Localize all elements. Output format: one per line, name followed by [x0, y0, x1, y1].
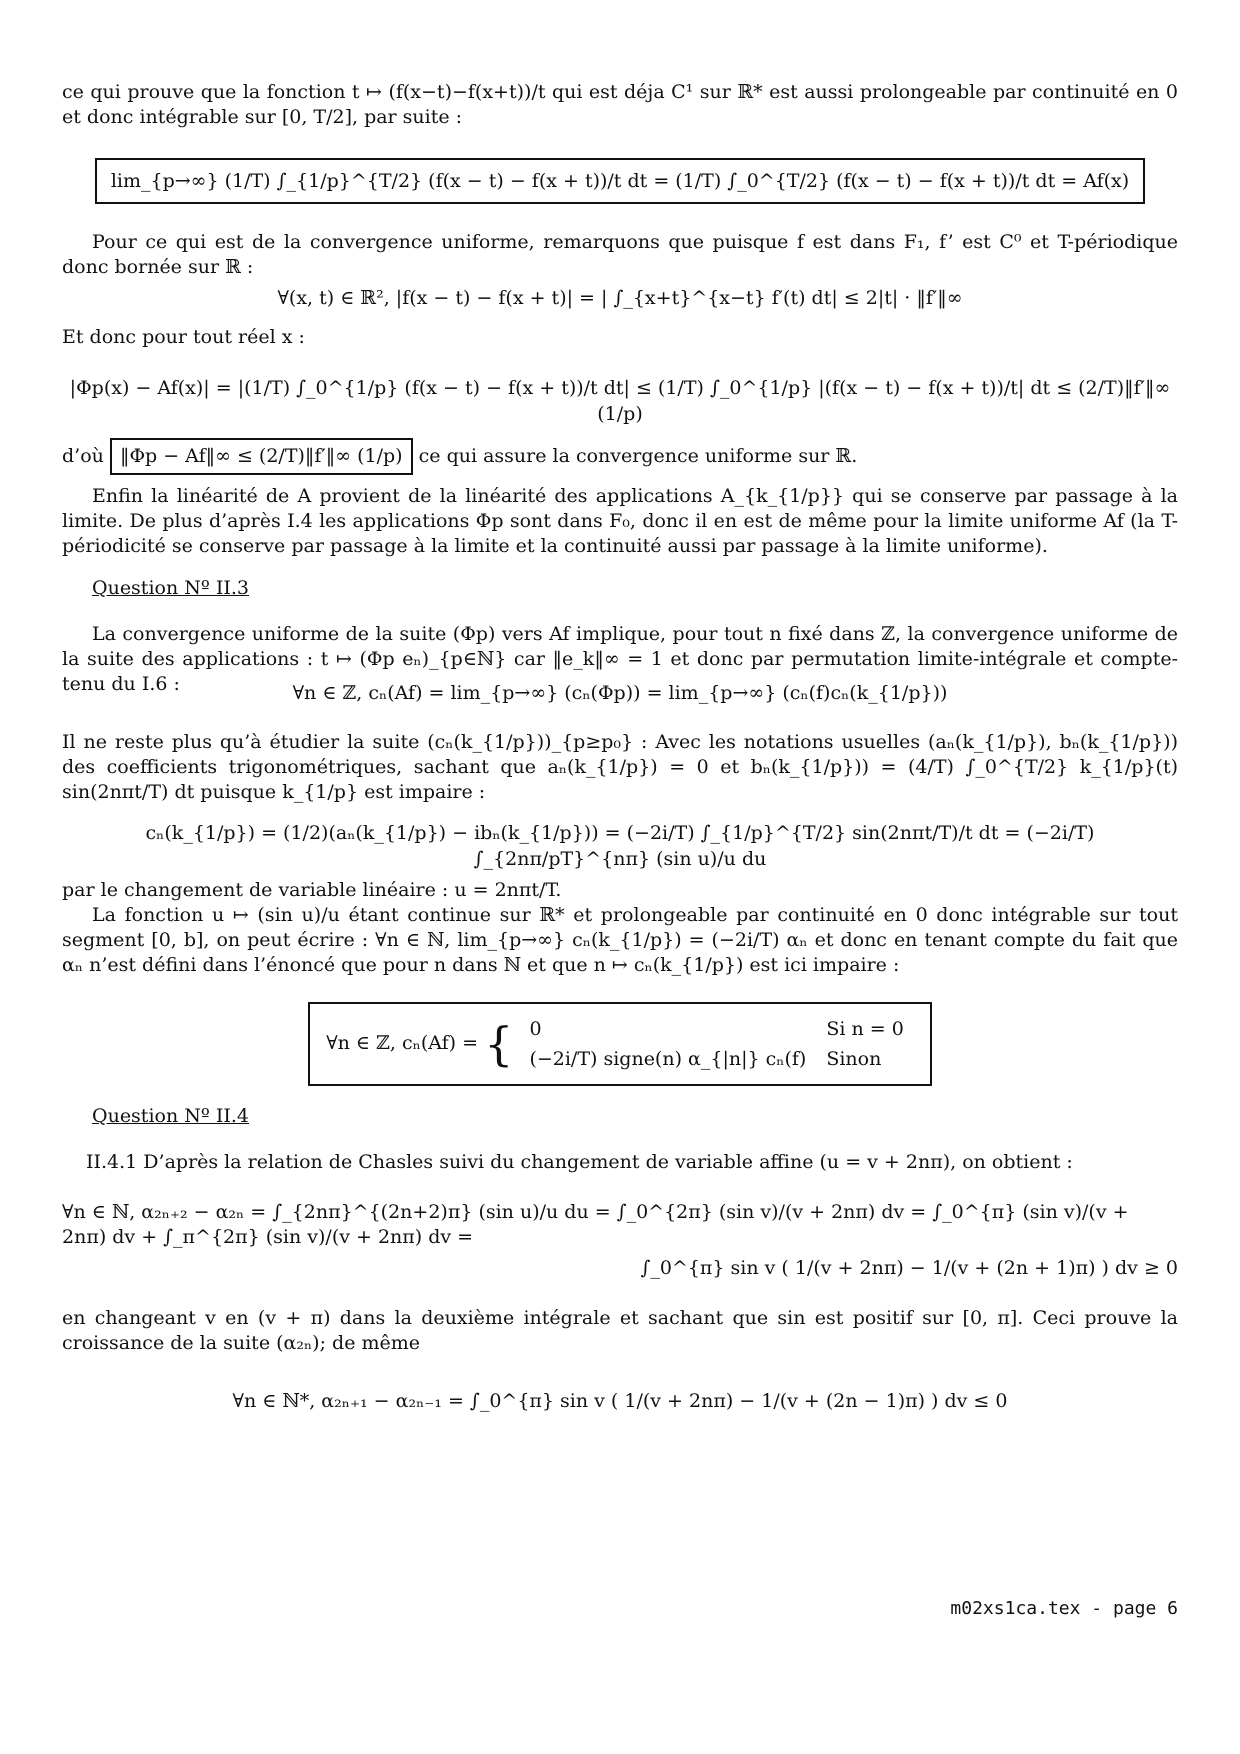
paragraph-study-suite: Il ne reste plus qu’à étudier la suite (cₙ(k_{1/p}))_{p≥p₀} : Avec les notations usuelles (aₙ(k_{1/p}), bₙ(k_{1/p})) des coefficients trigonométriques, sachant que aₙ(k_{1/p}) = 0 et bₙ(k_{1/p})) = (4/T) ∫_0^{T/2} k_{1/p}(t) sin(2nπt/T) dt puisque k_{1/p} est impaire :	[62, 731, 1178, 803]
brace-icon: {	[484, 1017, 514, 1071]
text-uniform: ce qui assure la convergence uniforme sur ℝ.	[418, 445, 858, 467]
text-dou: d’où	[62, 445, 104, 467]
equation-phi-estimate: |Φp(x) − Af(x)| = |(1/T) ∫_0^{1/p} (f(x − t) − f(x + t))/t dt| ≤ (1/T) ∫_0^{1/p} |(f(x − t) − f(x + t))/t| dt ≤ (2/T)‖f′‖∞ (1/p)	[69, 377, 1171, 425]
heading-question-2-3: Question Nº II.3	[92, 577, 249, 599]
paragraph-convergence-suite: La convergence uniforme de la suite (Φp) vers Af implique, pour tout n fixé dans ℤ, la convergence uniforme de la suite des applications : t ↦ (Φp eₙ)_{p∈ℕ} car ‖e_k‖∞ = 1 et donc par permutation limite-intégrale et compte-tenu du I.6 :	[62, 623, 1178, 695]
paragraph-uniform-convergence: Pour ce qui est de la convergence uniforme, remarquons que puisque f est dans F₁, f’ est C⁰ et T-périodique donc bornée sur ℝ :	[62, 231, 1178, 278]
cases-row	[519, 1044, 913, 1074]
equation-alpha-diff-line1: ∀n ∈ ℕ, α₂ₙ₊₂ − α₂ₙ = ∫_{2nπ}^{(2n+2)π} (sin u)/u du = ∫_0^{2π} (sin v)/(v + 2nπ) dv = ∫_0^{π} (sin v)/(v + 2nπ) dv + ∫_π^{2π} (sin v)/(v + 2nπ) dv =	[62, 1201, 1129, 1248]
cases-row	[519, 1014, 913, 1044]
page-footer: m02xs1ca.tex - page 6	[950, 1598, 1178, 1619]
equation-cn-limit: ∀n ∈ ℤ, cₙ(Af) = lim_{p→∞} (cₙ(Φp)) = lim_{p→∞} (cₙ(f)cₙ(k_{1/p}))	[292, 682, 948, 704]
equation-cases-box	[62, 1002, 1178, 1086]
boxed-cases	[308, 1002, 932, 1086]
cases-table	[519, 1014, 913, 1074]
paragraph-conclusion	[62, 438, 1178, 475]
paragraph-change-variable: par le changement de variable linéaire : u = 2nπt/T.	[62, 879, 562, 901]
paragraph-growth: en changeant v en (v + π) dans la deuxième intégrale et sachant que sin est positif sur [0, π]. Ceci prouve la croissance de la suite (α₂ₙ); de même	[62, 1307, 1178, 1354]
paragraph-intro: ce qui prouve que la fonction t ↦ (f(x−t)−f(x+t))/t qui est déja C¹ sur ℝ* est aussi prolongeable par continuité en 0 et donc intégrable sur [0, T/2], par suite :	[62, 81, 1178, 128]
paragraph-real-x: Et donc pour tout réel x :	[62, 326, 305, 348]
paragraph-sinc-function: La fonction u ↦ (sin u)/u étant continue sur ℝ* et prolongeable par continuité en 0 donc intégrable sur tout segment [0, b], on peut écrire : ∀n ∈ ℕ, lim_{p→∞} cₙ(k_{1/p}) = (−2i/T) αₙ et donc en tenant compte du fait que αₙ n’est défini dans l’énoncé que pour n dans ℕ et que n ↦ cₙ(k_{1/p}) est ici impaire :	[62, 904, 1178, 976]
cases-value: 0	[529, 1018, 542, 1040]
equation-bound: ∀(x, t) ∈ ℝ², |f(x − t) − f(x + t)| = | ∫_{x+t}^{x−t} f′(t) dt| ≤ 2|t| · ‖f′‖∞	[277, 287, 963, 309]
cases-value: (−2i/T) signe(n) α_{|n|} cₙ(f)	[529, 1048, 807, 1070]
paragraph-chasles: II.4.1 D’après la relation de Chasles suivi du changement de variable affine (u = v + 2nπ), on obtient :	[86, 1151, 1073, 1173]
equation-limit-box	[62, 158, 1178, 204]
cases-lhs: ∀n ∈ ℤ, cₙ(Af) =	[326, 1032, 479, 1054]
equation-alpha-diff-line2: ∫_0^{π} sin v ( 1/(v + 2nπ) − 1/(v + (2n + 1)π) ) dv ≥ 0	[640, 1257, 1178, 1279]
boxed-norm-bound: ‖Φp − Af‖∞ ≤ (2/T)‖f′‖∞ (1/p)	[110, 438, 413, 475]
boxed-equation: lim_{p→∞} (1/T) ∫_{1/p}^{T/2} (f(x − t) − f(x + t))/t dt = (1/T) ∫_0^{T/2} (f(x − t) − f(x + t))/t dt = Af(x)	[95, 158, 1145, 204]
cases-condition: Si n = 0	[826, 1018, 904, 1040]
equation-cn-kp: cₙ(k_{1/p}) = (1/2)(aₙ(k_{1/p}) − ibₙ(k_{1/p})) = (−2i/T) ∫_{1/p}^{T/2} sin(2nπt/T)/t dt = (−2i/T) ∫_{2nπ/pT}^{nπ} (sin u)/u du	[145, 822, 1095, 870]
cases-condition: Sinon	[826, 1048, 882, 1070]
heading-question-2-4: Question Nº II.4	[92, 1105, 249, 1127]
equation-alpha-odd: ∀n ∈ ℕ*, α₂ₙ₊₁ − α₂ₙ₋₁ = ∫_0^{π} sin v ( 1/(v + 2nπ) − 1/(v + (2n − 1)π) ) dv ≤ 0	[232, 1390, 1008, 1412]
paragraph-linearity: Enfin la linéarité de A provient de la linéarité des applications A_{k_{1/p}} qui se conserve par passage à la limite. De plus d’après I.4 les applications Φp sont dans F₀, donc il en est de même pour la limite uniforme Af (la T-périodicité se conserve par passage à la limite et la continuité aussi par passage à la limite uniforme).	[62, 485, 1178, 557]
